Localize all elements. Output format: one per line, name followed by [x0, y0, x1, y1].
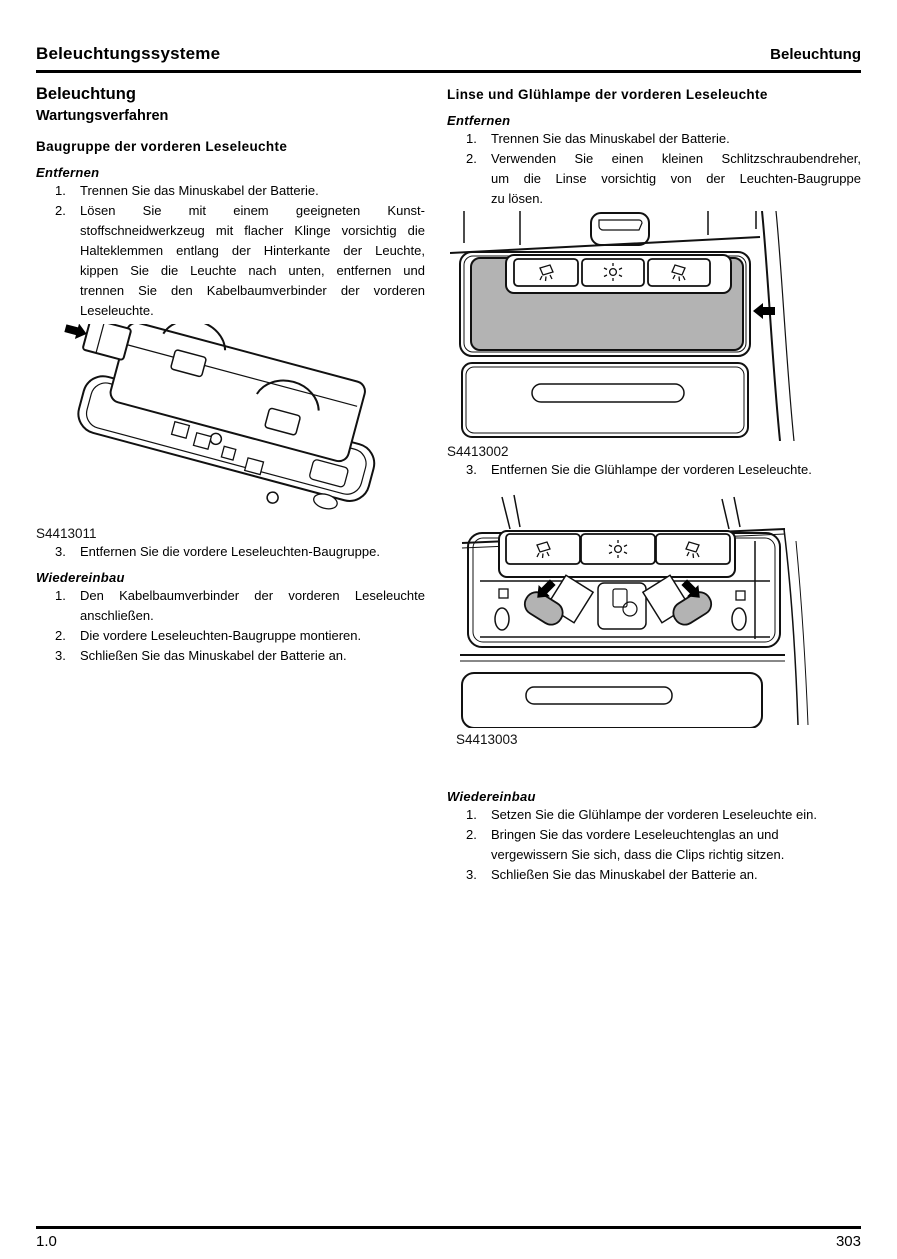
- header-rule: [36, 70, 861, 73]
- step-text: Setzen Sie die Glühlampe der vorderen Leseleuchte ein.: [491, 807, 817, 822]
- footer-rule: [36, 1226, 861, 1229]
- step-text: Schließen Sie das Minuskabel der Batterie an.: [80, 648, 347, 663]
- panel-slot: [532, 384, 684, 402]
- step-text-line: vergewissern Sie sich, dass die Clips richtig sitzen.: [491, 847, 785, 862]
- step-number: 1.: [466, 807, 477, 822]
- step-number: 2.: [466, 151, 477, 166]
- step-text-line: Den Kabelbaumverbinder der vorderen Leseleuchte: [80, 588, 425, 603]
- header-section-title: Beleuchtungssysteme: [36, 44, 221, 63]
- step-text-line: zu lösen.: [491, 191, 544, 206]
- step-text-line: Verwenden Sie einen kleinen Schlitzschraubendreher,: [491, 151, 861, 166]
- figure-front-reading-lamp-assembly: [60, 324, 425, 522]
- list-item: [36, 542, 425, 562]
- step-text-line: trennen Sie den Kabelbaumverbinder der vorderen: [80, 283, 425, 298]
- subsection-remove-heading: Entfernen: [447, 113, 511, 128]
- figure-console-lens: [450, 211, 897, 441]
- step-text: Schließen Sie das Minuskabel der Batterie an.: [491, 867, 758, 882]
- step-number: 3.: [55, 544, 66, 559]
- list-item: [36, 586, 425, 626]
- section-heading-front-reading-lamp-assembly: Baugruppe der vorderen Leseleuchte: [36, 139, 288, 154]
- step-text: Entfernen Sie die Glühlampe der vorderen Leseleuchte.: [491, 462, 812, 477]
- step-text: Die vordere Leseleuchten-Baugruppe montieren.: [80, 628, 362, 643]
- figure-caption: S4413011: [36, 526, 97, 541]
- list-item: [447, 805, 897, 825]
- column-title: Beleuchtung: [36, 85, 136, 103]
- remove-steps-list: [36, 181, 425, 321]
- lower-console-panel: [462, 673, 762, 728]
- step-number: 2.: [55, 628, 66, 643]
- header-chapter-title: Beleuchtung: [770, 46, 861, 63]
- step-number: 1.: [55, 183, 66, 198]
- step-number: 2.: [466, 827, 477, 842]
- pillar-trim-line: [784, 529, 798, 725]
- left-column: [36, 84, 425, 666]
- right-reading-lamp-switch: [648, 259, 710, 286]
- remove-steps-list: [447, 129, 897, 209]
- subsection-remove-heading: Entfernen: [36, 165, 100, 180]
- right-column: [447, 87, 897, 885]
- step-text: Trennen Sie das Minuskabel der Batterie.: [80, 183, 319, 198]
- harness-connector: [83, 324, 132, 360]
- step-text: Entfernen Sie die vordere Leseleuchten-Baugruppe.: [80, 544, 380, 559]
- list-item: [36, 181, 425, 201]
- step-number: 3.: [466, 462, 477, 477]
- list-item: [447, 129, 897, 149]
- step-number: 1.: [466, 131, 477, 146]
- list-item: [447, 460, 897, 480]
- step-number: 2.: [55, 203, 66, 218]
- refit-steps-list: [36, 586, 425, 666]
- step-text-line: Bringen Sie das vordere Leseleuchtenglas an und: [491, 827, 779, 842]
- list-item: [36, 201, 425, 321]
- remove-steps-list-continued: [447, 460, 897, 480]
- pointer-arrow-icon: [753, 303, 775, 319]
- lower-console-panel: [462, 363, 748, 437]
- step-number: 3.: [55, 648, 66, 663]
- step-text: Trennen Sie das Minuskabel der Batterie.: [491, 131, 730, 146]
- page-footer: [36, 1233, 861, 1250]
- step-number: 3.: [466, 867, 477, 882]
- figure-caption: S4413002: [447, 444, 509, 459]
- center-lamp-bracket: [598, 583, 646, 629]
- step-text-line: kippen Sie die Leuchte nach unten, entfernen und: [80, 263, 425, 278]
- step-text-line: um die Linse vorsichtig von der Leuchten-Baugruppe: [491, 171, 861, 186]
- step-number: 1.: [55, 588, 66, 603]
- subsection-refit-heading: Wiedereinbau: [447, 789, 536, 804]
- section-heading-lens-and-bulb: Linse und Glühlampe der vorderen Leseleuchte: [447, 87, 768, 102]
- list-item: [36, 626, 425, 646]
- step-text-line: Halteklemmen entlang der Hinterkante der Leuchte,: [80, 243, 425, 258]
- illustration-s4413003: [450, 485, 890, 728]
- figure-console-bulbs: [450, 485, 897, 728]
- remove-steps-list-continued: [36, 542, 425, 562]
- step-text-line: anschließen.: [80, 608, 154, 623]
- step-text-line: stoffschneidwerkzeug mit flacher Klinge vorsichtig die: [80, 223, 425, 238]
- pillar-trim-line: [762, 211, 780, 441]
- column-subtitle: Wartungsverfahren: [36, 108, 169, 124]
- footer-version: 1.0: [36, 1233, 57, 1250]
- subsection-refit-heading: Wiedereinbau: [36, 570, 125, 585]
- headliner-seam-lines: [464, 211, 520, 245]
- figure-caption: S4413003: [456, 732, 518, 747]
- list-item: [36, 646, 425, 666]
- footer-page-number: 303: [835, 1233, 861, 1250]
- switch-housing: [499, 531, 735, 577]
- left-reading-lamp-switch: [514, 259, 578, 286]
- list-item: [447, 865, 897, 885]
- list-item: [447, 825, 897, 865]
- step-text-line: Leseleuchte.: [80, 303, 154, 318]
- page-header: [36, 44, 861, 64]
- panel-slot: [526, 687, 672, 704]
- illustration-s4413011: [60, 324, 396, 522]
- headliner-seam-lines: [502, 495, 520, 529]
- list-item: [447, 149, 897, 209]
- illustration-s4413002: [450, 211, 890, 441]
- step-text-line: Lösen Sie mit einem geeigneten Kunst-: [80, 203, 425, 218]
- refit-steps-list: [447, 805, 897, 885]
